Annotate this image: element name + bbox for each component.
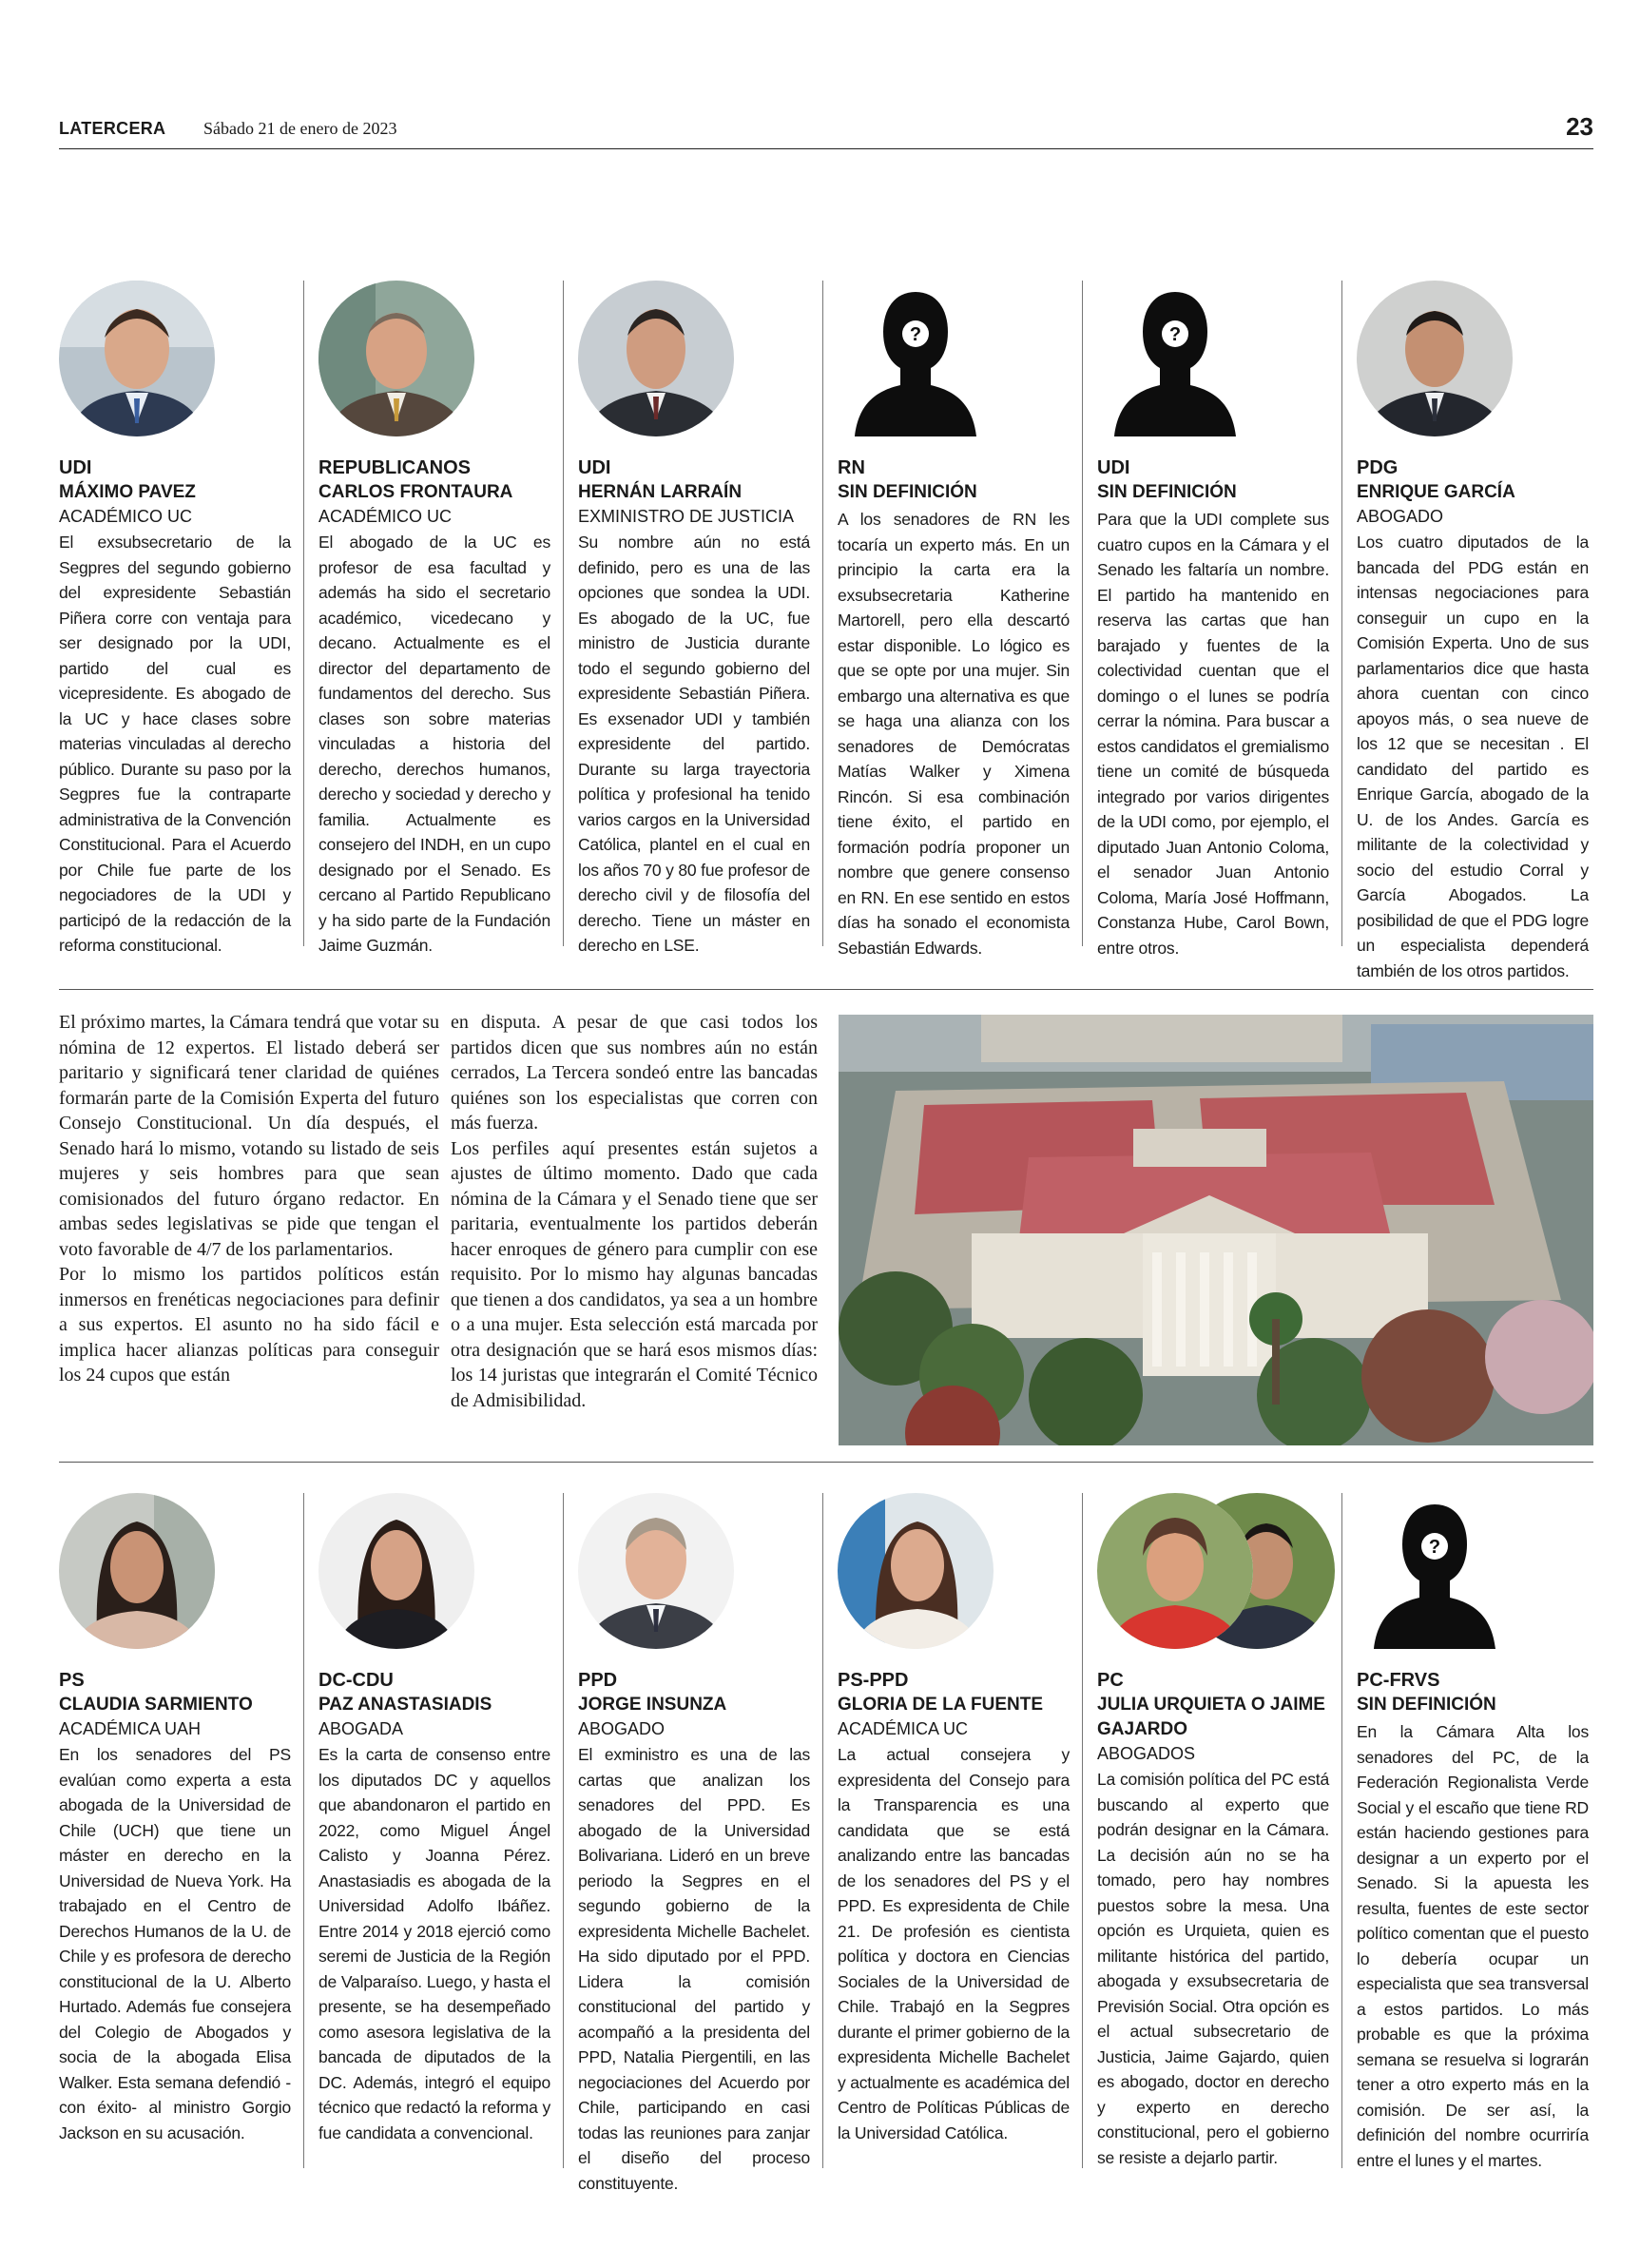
section-divider [59, 989, 1593, 990]
portrait-photo [578, 1493, 734, 1649]
profile-enrique-garcia [1357, 281, 1589, 980]
profile-pc-frvs-sin-definicion [1357, 1493, 1589, 2187]
top-profiles-row [59, 281, 1593, 980]
person-bio: Para que la UDI complete sus cuatro cupos en la Cámara y el Senado les faltaría un nombre. El partido ha mantenido en reserva las cartas que han barajado y fuentes de la colectividad cuentan que el domingo o el lunes se podría cerrar la nómina. Para buscar a estos candidatos el gremialismo tiene un comité de búsqueda integrado por varios dirigentes de la UDI como, por ejemplo, el diputado Juan Antonio Coloma, el senador Juan Antonio Coloma, María José Hoffmann, Constanza Hube, Carol Bown, entre otros. [1097, 510, 1329, 958]
party-label: UDI [59, 457, 92, 478]
portrait-photo [318, 1493, 474, 1649]
party-label: REPUBLICANOS [318, 457, 472, 478]
header-date: Sábado 21 de enero de 2023 [203, 119, 397, 138]
person-bio: Su nombre aún no está definido, pero es una de las opciones que sondea la UDI. Es abogado de la UC, fue ministro de Justicia durante todo el segundo gobierno del expresidente Sebastián Piñera. Es exsenador UDI y también expresidente del partido. Durante su larga trayectoria política y profesional ha tenido varios cargos en la Universidad Católica, plantel en el cual en los años 70 y 80 fue profesor de derecho civil y de filosofía del derecho. Tiene un máster en derecho en LSE. [578, 533, 810, 955]
person-role: ACADÉMICA UC [838, 1719, 969, 1738]
person-role: ABOGADA [318, 1719, 404, 1738]
profile-rn-sin-definicion [838, 281, 1070, 965]
article-paragraph: en disputa. A pesar de que casi todos los partidos dicen que sus nombres aún no están cerrados, La Tercera sondeó entre las bancadas quiénes son los especialistas que corren con más fuerza. [451, 1012, 818, 1134]
person-role: ACADÉMICO UC [318, 507, 453, 526]
person-name: SIN DEFINICIÓN [1357, 1695, 1496, 1715]
profile-udi-sin-definicion [1097, 281, 1329, 965]
person-name: HERNÁN LARRAÍN [578, 482, 743, 502]
party-label: PC-FRVS [1357, 1670, 1440, 1691]
article-paragraph: El próximo martes, la Cámara tendrá que votar su nómina de 12 expertos. El listado deberá ser paritario y significará tener claridad de quiénes formarán parte de la Comisión Experta del futuro Consejo Constitucional. Un día después, el Senado hará lo mismo, votando su listado de seis mujeres y seis hombres para que sean comisionados del futuro órgano redactor. En ambas sedes legislativas se pide que tengan el voto favorable de 4/7 de los parlamentarios. [59, 1012, 439, 1260]
portrait-photo [59, 281, 215, 436]
svg-text:?: ? [1168, 324, 1182, 345]
person-bio: En la Cámara Alta los senadores del PC, de la Federación Regionalista Verde Social y el escaño que tiene RD están haciendo gestiones para designar a un experto por el Senado. Si la apuesta les resulta, fuentes de este sector político comentan que el puesto lo debería ocupar un especialista que sea transversal a estos partidos. Lo más probable es que la próxima semana se resuelva si lograrán tener a otro experto más en la comisión. De ser así, la definición del nombre ocurriría entre el lunes y el martes. [1357, 1722, 1589, 2170]
portrait-photo [59, 1493, 215, 1649]
unknown-person-icon [1357, 1493, 1513, 1649]
person-bio: El abogado de la UC es profesor de esa facultad y además ha sido el secretario académico, vicedecano y decano. Actualmente es el director del departamento de fundamentos del derecho. Sus clases son sobre materias vinculadas a historia del derecho, derechos humanos, derecho y sociedad y derecho y familia. Actualmente es consejero del INDH, en un cupo designado por el Senado. Es cercano al Partido Republicano y ha sido parte de la Fundación Jaime Guzmán. [318, 533, 550, 955]
party-label: UDI [1097, 457, 1130, 478]
party-label: PPD [578, 1670, 618, 1691]
masthead: LATERCERA [59, 119, 166, 138]
person-name: CLAUDIA SARMIENTO [59, 1695, 253, 1715]
article-column-1 [59, 1010, 439, 1388]
person-role: ACADÉMICO UC [59, 507, 193, 526]
unknown-person-icon [1097, 281, 1253, 436]
person-name: SIN DEFINICIÓN [838, 482, 977, 502]
page-header [59, 112, 1593, 149]
party-label: PDG [1357, 457, 1399, 478]
person-name: PAZ ANASTASIADIS [318, 1695, 492, 1715]
profile-carlos-frontaura [318, 281, 550, 965]
portrait-photo [318, 281, 474, 436]
person-name: JULIA URQUIETA O JAIME GAJARDO [1097, 1695, 1325, 1739]
profile-jorge-insunza [578, 1493, 810, 2193]
person-name: MÁXIMO PAVEZ [59, 482, 196, 502]
party-label: PS-PPD [838, 1670, 909, 1691]
profile-paz-anastasiadis [318, 1493, 550, 2187]
section-divider [59, 1462, 1593, 1463]
person-name: GLORIA DE LA FUENTE [838, 1695, 1044, 1715]
person-role: ABOGADO [1357, 507, 1444, 526]
person-role: ACADÉMICA UAH [59, 1719, 202, 1738]
party-label: PS [59, 1670, 85, 1691]
person-bio: Es la carta de consenso entre los diputados DC y aquellos que abandonaron el partido en 2022, como Miguel Ángel Calisto y Joanna Pérez. Anastasiadis es abogada de la Universidad Adolfo Ibáñez. Entre 2014 y 2018 ejerció como seremi de Justicia de la Región de Valparaíso. Luego, y hasta el presente, se ha desempeñado como asesora legislativa de la bancada de diputados de la DC. Además, integró el equipo técnico que redactó la reforma y fue candidata a convencional. [318, 1745, 550, 2142]
person-bio: El exministro es una de las cartas que analizan los senadores del PPD. Es abogado de la Universidad Bolivariana. Lideró en un breve periodo la Segpres en el segundo gobierno de la expresidenta Michelle Bachelet. Ha sido diputado por el PPD. Lidera la comisión constitucional del partido y acompañó a la presidenta del PPD, Natalia Piergentili, en las negociaciones del Acuerdo por Chile, participando en casi todas las reuniones para zanjar el diseño del proceso constituyente. [578, 1745, 810, 2193]
person-name: ENRIQUE GARCÍA [1357, 482, 1515, 502]
person-name: SIN DEFINICIÓN [1097, 482, 1237, 502]
congress-building-photo [839, 1015, 1593, 1445]
party-label: DC-CDU [318, 1670, 394, 1691]
portrait-photo [1357, 281, 1513, 436]
portrait-photo [838, 1493, 994, 1649]
svg-text:?: ? [909, 324, 922, 345]
person-bio: La comisión política del PC está buscando al experto que podrán designar en la Cámara. La decisión aún no se ha tomado, pero hay nombres puestos sobre la mesa. Una opción es Urquieta, quien es militante histórica del partido, abogada y exsubsecretaria de Previsión Social. Otra opción es el actual subsecretario de Justicia, Jaime Gajardo, quien es abogado, doctor en derecho y experto en derecho constitucional, pero el gobierno se resiste a dejarlo partir. [1097, 1770, 1329, 2167]
person-name: CARLOS FRONTAURA [318, 482, 513, 502]
profile-gloria-de-la-fuente [838, 1493, 1070, 2187]
person-bio: En los senadores del PS evalúan como experta a esta abogada de la Universidad de Chile (UCH) que tiene un máster en derecho en la Universidad de Nueva York. Ha trabajado en el Centro de Derechos Humanos de la U. de Chile y es profesora de derecho constitucional de la U. Alberto Hurtado. Además fue consejera del Colegio de Abogados y socia de la abogada Elisa Walker. Esta semana defendió -con éxito- al ministro Gorgio Jackson en su acusación. [59, 1745, 291, 2142]
person-role: ABOGADOS [1097, 1744, 1196, 1763]
article-paragraph: Los perfiles aquí presentes están sujetos a ajustes de último momento. Dado que cada nómina de la Cámara y el Senado tiene que ser paritaria, eventualmente los partidos deberán hacer enroques de género para cumplir con ese requisito. Por lo mismo hay algunas bancadas que tienen a dos candidatos, ya sea a un hombre o a una mujer. Esta selección está marcada por otra designación que se hará esos mismos días: los 14 juristas que integrarán el Comité Técnico de Admisibilidad. [451, 1137, 818, 1411]
portrait-photo [578, 281, 734, 436]
portrait-photo-pair [1097, 1493, 1335, 1649]
person-role: EXMINISTRO DE JUSTICIA [578, 507, 795, 526]
article-column-2 [451, 1010, 818, 1413]
person-bio: El exsubsecretario de la Segpres del segundo gobierno del expresidente Sebastián Piñera corre con ventaja para ser designado por la UDI, partido del cual es vicepresidente. Es abogado de la UC y hace clases sobre materias vinculadas al derecho público. Durante su paso por la Segpres fue la contraparte administrativa de la Convención Constitucional. Para el Acuerdo por Chile fue parte de los negociadores de la UDI y participó de la redacción de la reforma constitucional. [59, 533, 291, 955]
profile-claudia-sarmiento [59, 1493, 291, 2187]
svg-text:?: ? [1428, 1537, 1441, 1558]
person-bio: La actual consejera y expresidenta del Consejo para la Transparencia es una candidata que se está analizando entre las bancadas de los senadores del PS y el PPD. Es expresidenta de Chile 21. De profesión es cientista política y doctora en Ciencias Sociales de la Universidad de Chile. Trabajó en la Segpres durante el primer gobierno de la expresidenta Michelle Bachelet y actualmente es académica del Centro de Políticas Públicas de la Universidad Católica. [838, 1745, 1070, 2142]
bottom-profiles-row [59, 1493, 1593, 2193]
profile-hernan-larrain [578, 281, 810, 965]
page-number: 23 [1566, 112, 1593, 141]
unknown-person-icon [838, 281, 994, 436]
person-name: JORGE INSUNZA [578, 1695, 727, 1715]
party-label: UDI [578, 457, 611, 478]
party-label: PC [1097, 1670, 1124, 1691]
article-paragraph: Por lo mismo los partidos políticos están inmersos en frenéticas negociaciones para definir a sus expertos. El asunto no ha sido fácil e implica hacer alianzas políticas para conseguir los 24 cupos que están [59, 1264, 439, 1386]
party-label: RN [838, 457, 865, 478]
profile-urquieta-gajardo [1097, 1493, 1329, 2187]
person-bio: A los senadores de RN les tocaría un experto más. En un principio la carta era la exsubsecretaria Katherine Martorell, pero ella descartó estar disponible. Lo lógico es que se opte por una mujer. Sin embargo una alternativa es que se haga una alianza con los senadores de Demócratas Matías Walker y Ximena Rincón. Si esa combinación tiene éxito, el partido en formación podría proponer un nombre que genere consenso en RN. En ese sentido en estos días ha sonado el economista Sebastián Edwards. [838, 510, 1070, 958]
profile-maximo-pavez [59, 281, 291, 965]
person-role: ABOGADO [578, 1719, 666, 1738]
person-bio: Los cuatro diputados de la bancada del PDG están en intensas negociaciones para conseguir un cupo en la Comisión Experta. Uno de sus parlamentarios dice que hasta ahora cuentan con cinco apoyos más, o sea nueve de los 12 que se necesitan . El candidato del partido es Enrique García, abogado de la U. de los Andes. García es militante de la colectividad y socio del estudio Corral y García Abogados. La posibilidad de que el PDG logre un especialista dependerá también de los otros partidos. [1357, 533, 1589, 980]
